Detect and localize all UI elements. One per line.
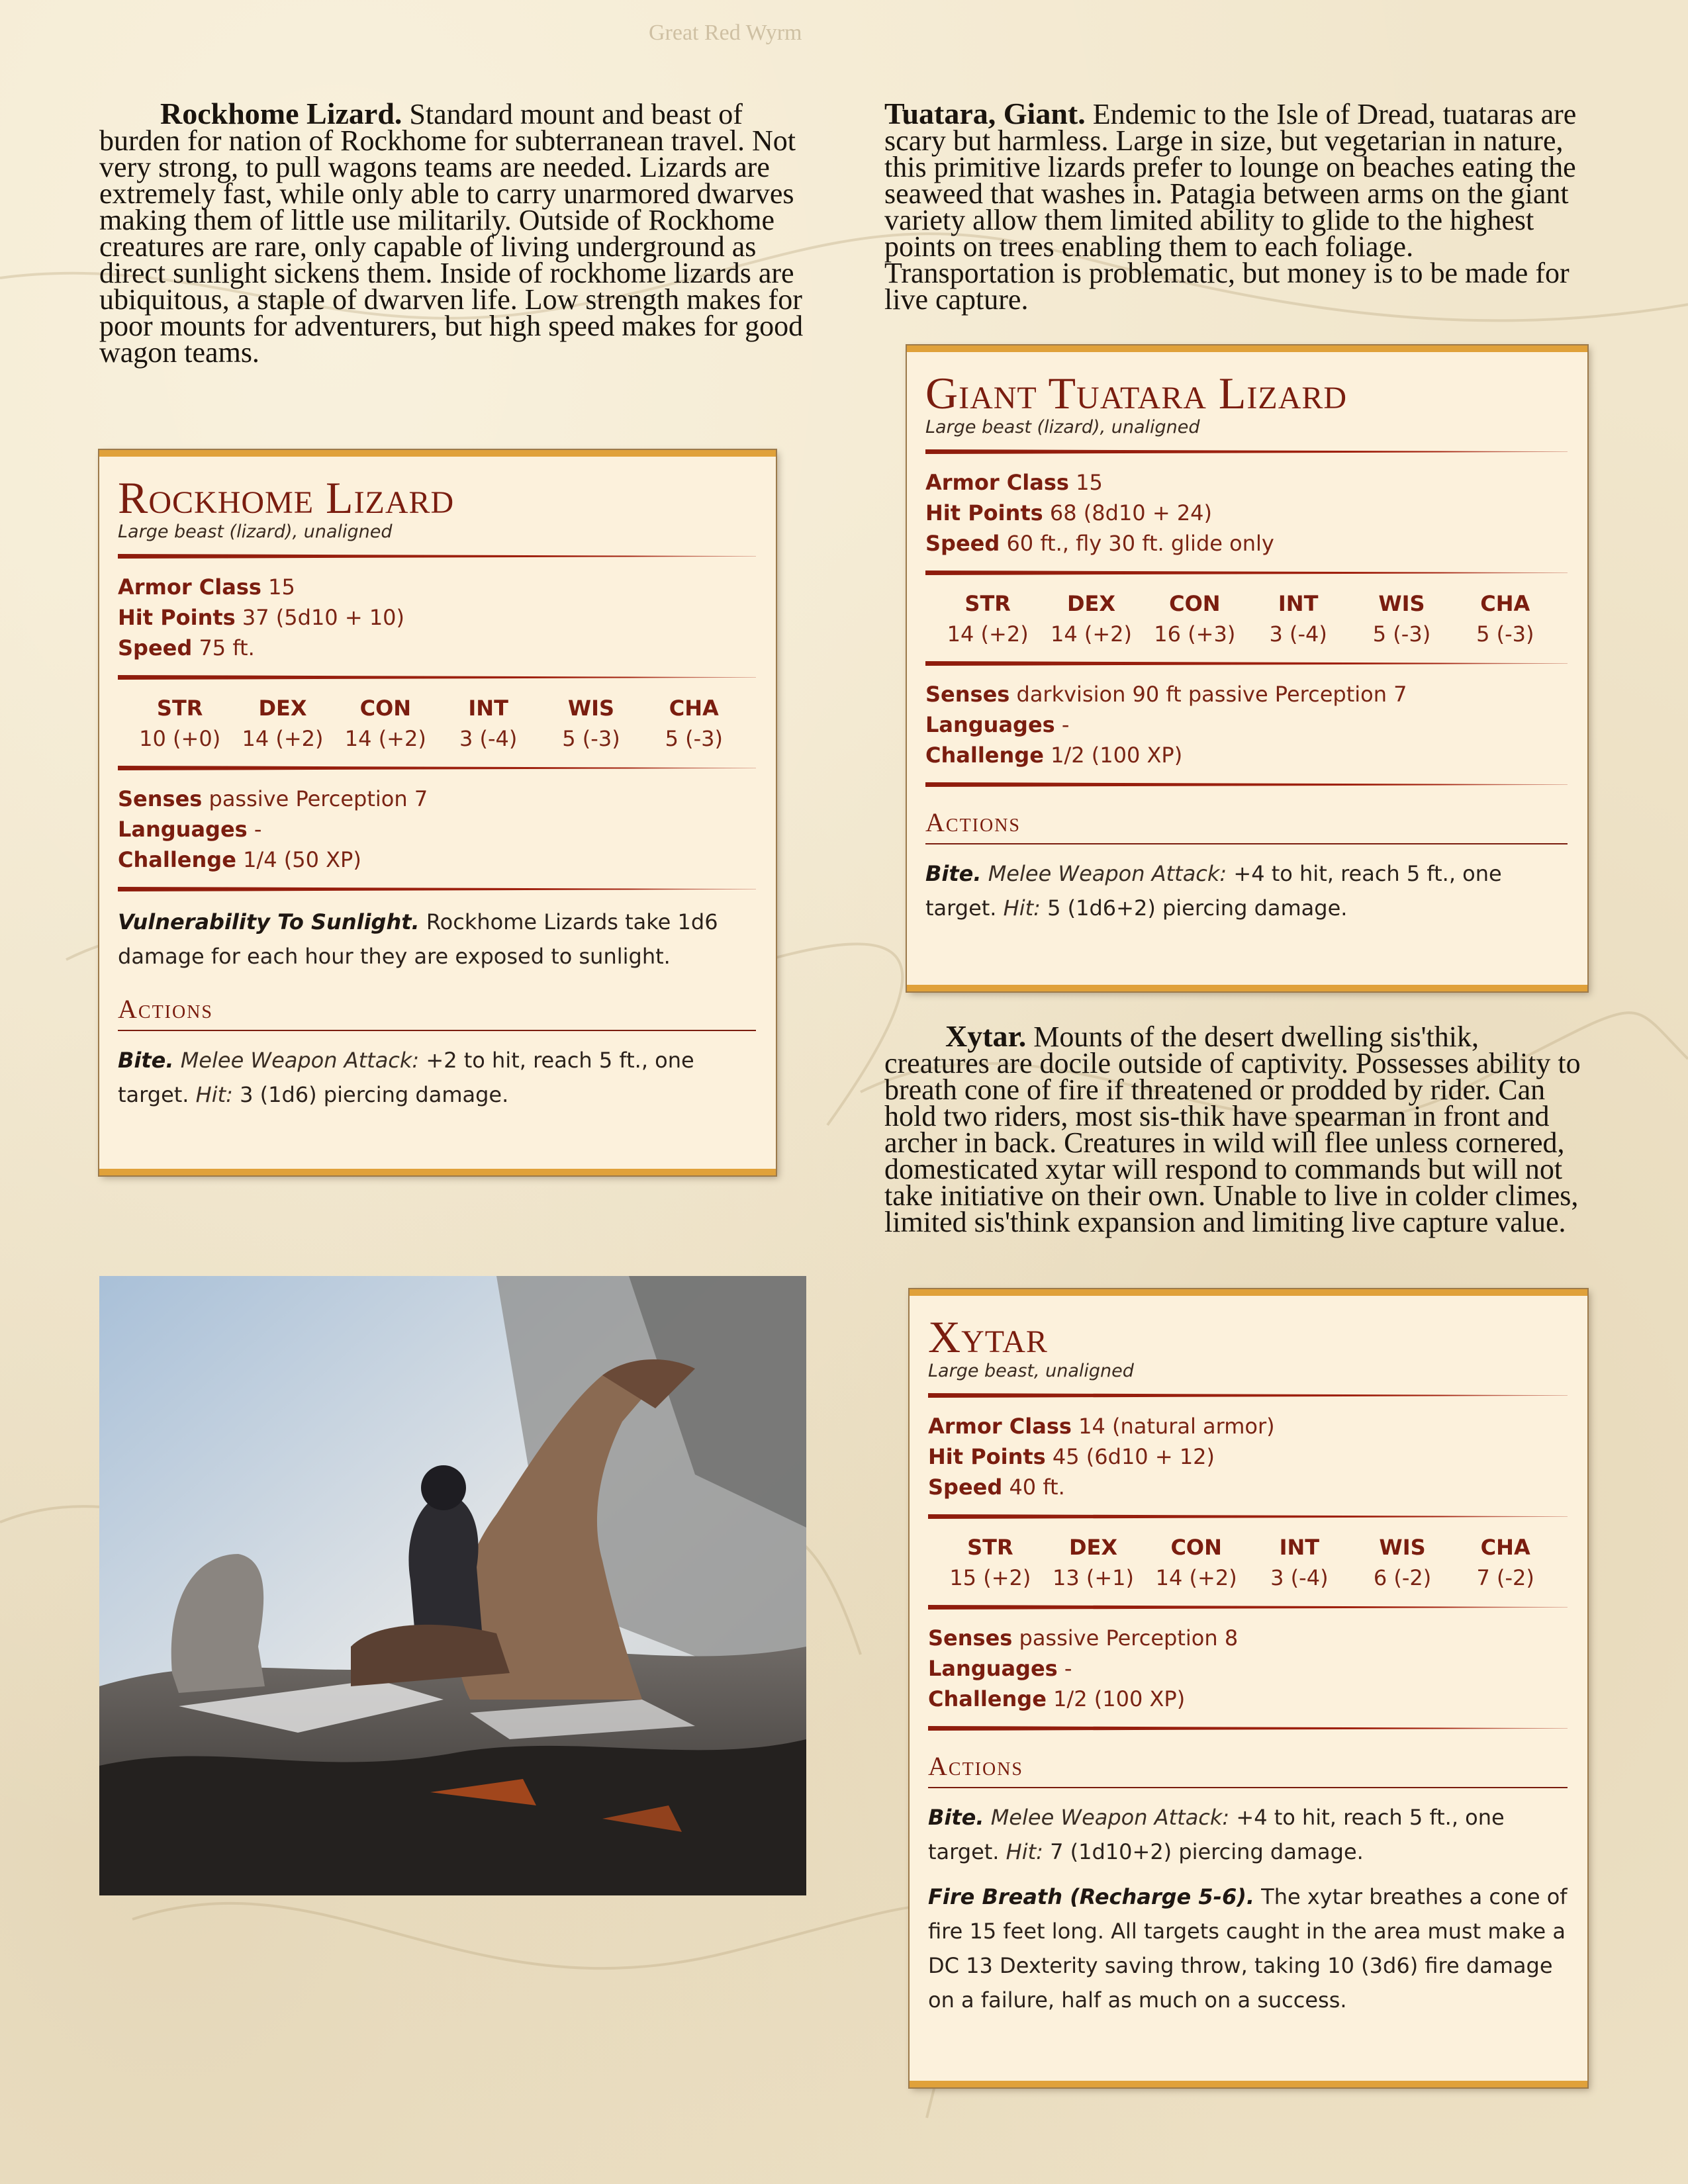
- statblock-name: Giant Tuatara Lizard: [925, 368, 1348, 418]
- action-bite: Bite. Melee Weapon Attack: +2 to hit, reach 5 ft., one target. Hit: 3 (1d6) piercing damage.: [118, 1048, 694, 1107]
- divider: [118, 554, 756, 559]
- ability-wis: WIS 5 (-3): [1372, 591, 1431, 647]
- ability-cha: CHA 5 (-3): [665, 696, 723, 751]
- statblock-type: Large beast (lizard), unaligned: [925, 417, 1200, 437]
- divider: [925, 661, 1568, 666]
- statblock-type: Large beast, unaligned: [928, 1361, 1134, 1381]
- hit-points-line: Hit Points 37 (5d10 + 10): [118, 605, 405, 630]
- ability-cha: CHA 7 (-2): [1476, 1535, 1534, 1590]
- tuatara-description: [884, 97, 1586, 316]
- ability-con: CON 14 (+2): [344, 696, 426, 751]
- ability-scores: [118, 693, 756, 754]
- ability-int: INT 3 (-4): [1270, 1535, 1329, 1590]
- action-bite: Bite. Melee Weapon Attack: +4 to hit, reach 5 ft., one target. Hit: 5 (1d6+2) piercing damage.: [925, 861, 1502, 921]
- ability-con: CON 16 (+3): [1154, 591, 1236, 647]
- tuatara-statblock: [907, 345, 1587, 991]
- lizard-rider-illustration: [99, 1276, 806, 1895]
- ability-scores: [925, 588, 1568, 649]
- ability-dex: DEX 13 (+1): [1052, 1535, 1135, 1590]
- challenge-line: Challenge 1/2 (100 XP): [928, 1686, 1186, 1711]
- languages-line: Languages -: [928, 1656, 1072, 1681]
- challenge-line: Challenge 1/4 (50 XP): [118, 847, 361, 872]
- divider: [925, 570, 1568, 575]
- ability-wis: WIS 5 (-3): [562, 696, 620, 751]
- divider: [928, 1514, 1568, 1519]
- tuatara-text: Endemic to the Isle of Dread, tuataras are scary but harmless. Large in size, but vegetarian in nature, this primitive lizards prefer to lounge on beaches eating the seaweed that washes in. Patagia between arms on the giant variety allow them limited ability to glide to the highest points on trees enabling them to each foliage. Transportation is problematic, but money is to be made for live capture.: [884, 98, 1577, 316]
- map-label: Great Red Wyrm: [649, 21, 802, 45]
- ability-scores: [928, 1532, 1568, 1593]
- ability-cha: CHA 5 (-3): [1476, 591, 1534, 647]
- senses-line: Senses passive Perception 7: [118, 786, 428, 811]
- ability-str: STR 10 (+0): [139, 696, 221, 751]
- divider: [118, 675, 756, 680]
- speed-line: Speed 60 ft., fly 30 ft. glide only: [925, 531, 1274, 556]
- action-fire-breath: Fire Breath (Recharge 5-6). The xytar breathes a cone of fire 15 feet long. All targets caught in the area must make a DC 13 Dexterity saving throw, taking 10 (3d6) fire damage on a failure, half as much on a success.: [928, 1884, 1568, 2013]
- hit-points-line: Hit Points 45 (6d10 + 12): [928, 1444, 1215, 1469]
- ability-con: CON 14 (+2): [1155, 1535, 1237, 1590]
- languages-line: Languages -: [118, 817, 262, 842]
- ability-str: STR 15 (+2): [949, 1535, 1031, 1590]
- divider: [118, 887, 756, 891]
- hit-points-line: Hit Points 68 (8d10 + 24): [925, 500, 1213, 525]
- tuatara-lead: Tuatara, Giant.: [884, 97, 1086, 130]
- actions-heading: Actions: [925, 807, 1568, 844]
- speed-line: Speed 40 ft.: [928, 1475, 1065, 1500]
- armor-class-line: Armor Class 14 (natural armor): [928, 1414, 1275, 1439]
- statblock-name: Rockhome Lizard: [118, 473, 455, 523]
- ability-int: INT 3 (-4): [459, 696, 518, 751]
- actions-heading: Actions: [928, 1751, 1568, 1788]
- divider: [925, 449, 1568, 454]
- statblock-type: Large beast (lizard), unaligned: [118, 522, 393, 542]
- divider: [928, 1605, 1568, 1610]
- ability-wis: WIS 6 (-2): [1373, 1535, 1432, 1590]
- rockhome-text: Standard mount and beast of burden for nation of Rockhome for subterranean travel. Not very strong, to pull wagons teams are needed. Lizards are extremely fast, while only able to carry unarmored dwarves making them of little use militarily. Outside of Rockhome creatures are rare, only capable of living underground as direct sunlight sickens them. Inside of rockhome lizards are ubiquitous, a staple of dwarven life. Low strength makes for poor mounts for adventurers, but high speed makes for good wagon teams.: [99, 98, 804, 369]
- xytar-text: Mounts of the desert dwelling sis'thik, creatures are docile outside of captivity. Possesses ability to breath cone of fire if threatened or prodded by rider. Can hold two riders, most sis-thik have spearman in front and archer in back. Creatures in wild will flee unless cornered, domesticated xytar will respond to commands but will not take initiative on their own. Unable to live in colder climes, limited sis'think expansion and limiting live capture value.: [884, 1021, 1581, 1238]
- statblock-name: Xytar: [928, 1312, 1048, 1362]
- languages-line: Languages -: [925, 712, 1070, 737]
- xytar-description: [884, 1019, 1586, 1238]
- rockhome-statblock: [99, 450, 776, 1175]
- rockhome-description: [99, 97, 808, 369]
- xytar-statblock: [910, 1289, 1587, 2087]
- xytar-lead: Xytar.: [945, 1019, 1027, 1053]
- ability-str: STR 14 (+2): [947, 591, 1029, 647]
- divider: [925, 782, 1568, 787]
- armor-class-line: Armor Class 15: [118, 574, 295, 600]
- divider: [118, 766, 756, 770]
- ability-dex: DEX 14 (+2): [1050, 591, 1132, 647]
- armor-class-line: Armor Class 15: [925, 470, 1103, 495]
- senses-line: Senses darkvision 90 ft passive Perception 7: [925, 682, 1407, 707]
- actions-heading: Actions: [118, 993, 756, 1031]
- trait-sunlight: Vulnerability To Sunlight. Rockhome Lizards take 1d6 damage for each hour they are exposed to sunlight.: [118, 909, 718, 969]
- action-bite: Bite. Melee Weapon Attack: +4 to hit, reach 5 ft., one target. Hit: 7 (1d10+2) piercing damage.: [928, 1805, 1505, 1864]
- divider: [928, 1726, 1568, 1731]
- ability-int: INT 3 (-4): [1269, 591, 1327, 647]
- challenge-line: Challenge 1/2 (100 XP): [925, 743, 1183, 768]
- speed-line: Speed 75 ft.: [118, 635, 255, 660]
- illustration-art: [99, 1276, 806, 1895]
- senses-line: Senses passive Perception 8: [928, 1625, 1239, 1651]
- rockhome-lead: Rockhome Lizard.: [160, 97, 402, 130]
- ability-dex: DEX 14 (+2): [242, 696, 324, 751]
- divider: [928, 1393, 1568, 1398]
